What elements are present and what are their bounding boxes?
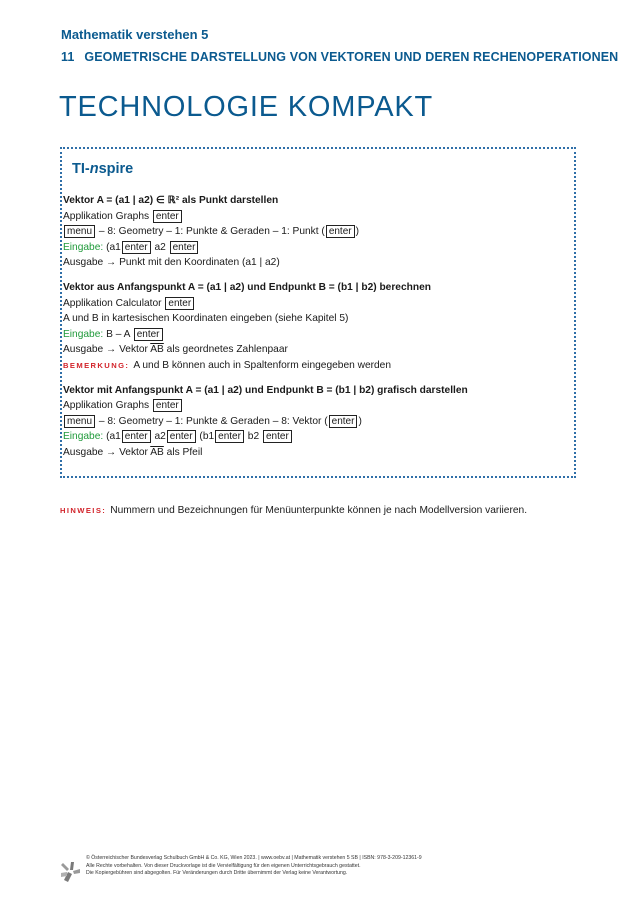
publisher-logo-icon [59,860,81,884]
section-2-heading: Vektor aus Anfangspunkt A = (a1 | a2) und Endpunkt B = (b1 | b2) berechnen [63,281,431,293]
enter-key: enter [170,241,199,254]
menu-path: – 8: Geometry – 1: Punkte & Geraden – 8: Vektor ( [98,415,328,427]
section-1-heading: Vektor A = (a1 | a2) ∈ ℝ² als Punkt darstellen [63,195,279,206]
book-title: Mathematik verstehen 5 [61,27,209,42]
instructions [63,193,468,461]
footer-line-3: Die Kopiergebühren sind abgegolten. Für Veränderungen durch Dritte übernimmt der Verlag keine Verantwortung. [86,870,348,877]
tool-prefix: TI- [72,161,90,177]
enter-key: enter [263,430,292,443]
section-1-line-2 [63,224,468,240]
input-c: (b1 [199,431,215,443]
chapter-title: GEOMETRISCHE DARSTELLUNG VON VEKTOREN UND DEREN RECHENOPERATIONEN [84,50,619,64]
section-2-line-3 [63,327,468,343]
input-label: Eingabe: [63,328,104,340]
chapter-number: 11 [61,50,75,64]
input-label: Eingabe: [63,431,104,443]
section-1-line-4: Ausgabe → Punkt mit den Koordinaten (a1 | a2) [63,257,280,269]
technology-box [60,147,576,478]
enter-key: enter [326,225,355,238]
menu-key: menu [64,225,95,238]
tool-title [72,161,133,177]
section-1-line-3 [63,240,468,256]
tool-italic: n [89,161,99,177]
note-text: A und B können auch in Spaltenform eingegeben werden [133,359,392,371]
section-1-line-1 [63,209,468,225]
hint-text: Nummern und Bezeichnungen für Menüunterpunkte können je nach Modellversion variieren. [110,505,528,516]
section-2-line-2: A und B in kartesischen Koordinaten eingeben (siehe Kapitel 5) [63,313,349,325]
chapter-heading [61,50,618,64]
section-3-line-3 [63,429,468,445]
note-label: BEMERKUNG: [63,360,130,370]
output-prefix: Ausgabe → Vektor [63,344,148,356]
menu-key: menu [64,415,95,428]
enter-key: enter [134,328,163,341]
enter-key: enter [122,430,151,443]
footer-line-1: © Österreichischer Bundesverlag Schulbuch GmbH & Co. KG, Wien 2023. | www.oebv.at | Mathematik verstehen 5 SB | ISBN: 978-3-209-12361-9 [86,855,422,861]
input-a: B – A [106,328,130,340]
input-a: (a1 [106,431,121,443]
output-suffix: als geordnetes Zahlenpaar [166,344,288,356]
section-3-heading: Vektor mit Anfangspunkt A = (a1 | a2) und Endpunkt B = (b1 | b2) grafisch darstellen [63,384,468,396]
enter-key: enter [165,297,194,310]
section-2-line-4 [63,342,468,358]
paren-close: ) [358,415,362,427]
vector-ab: $\overline{AB}$ [150,446,164,458]
enter-key: enter [167,430,196,443]
app-text: Applikation Calculator [63,297,162,309]
paren-close: ) [355,226,360,238]
page-title: TECHNOLOGIE KOMPAKT [59,91,433,123]
footer-line-2: Alle Rechte vorbehalten. Von dieser Druckvorlage ist die Vervielfältigung für den eigenen Unterrichtsgebrauch gestattet. [86,862,361,869]
hint [60,505,527,516]
input-a: (a1 [106,241,121,253]
section-3-line-2 [63,414,468,430]
section-2-note [63,358,468,374]
input-b: a2 [154,241,166,253]
enter-key: enter [215,430,244,443]
hint-label: HINWEIS: [60,506,107,515]
section-2-line-1 [63,296,468,312]
input-b: a2 [154,431,166,443]
app-text: Applikation Graphs [63,400,150,412]
menu-path: – 8: Geometry – 1: Punkte & Geraden – 1: Punkt ( [98,226,325,238]
input-label: Eingabe: [63,241,104,253]
tool-suffix: spire [98,161,134,177]
app-text: Applikation Graphs [63,210,150,222]
enter-key: enter [122,241,151,254]
enter-key: enter [153,399,182,412]
section-3-line-1 [63,398,468,414]
output-prefix: Ausgabe → Vektor [63,446,148,458]
output-suffix: als Pfeil [166,446,203,458]
enter-key: enter [329,415,358,428]
input-d: b2 [247,431,260,443]
vector-ab: $\overline{AB}$ [150,344,164,356]
footer [86,855,422,878]
section-3-line-4 [63,445,468,461]
enter-key: enter [153,210,182,223]
